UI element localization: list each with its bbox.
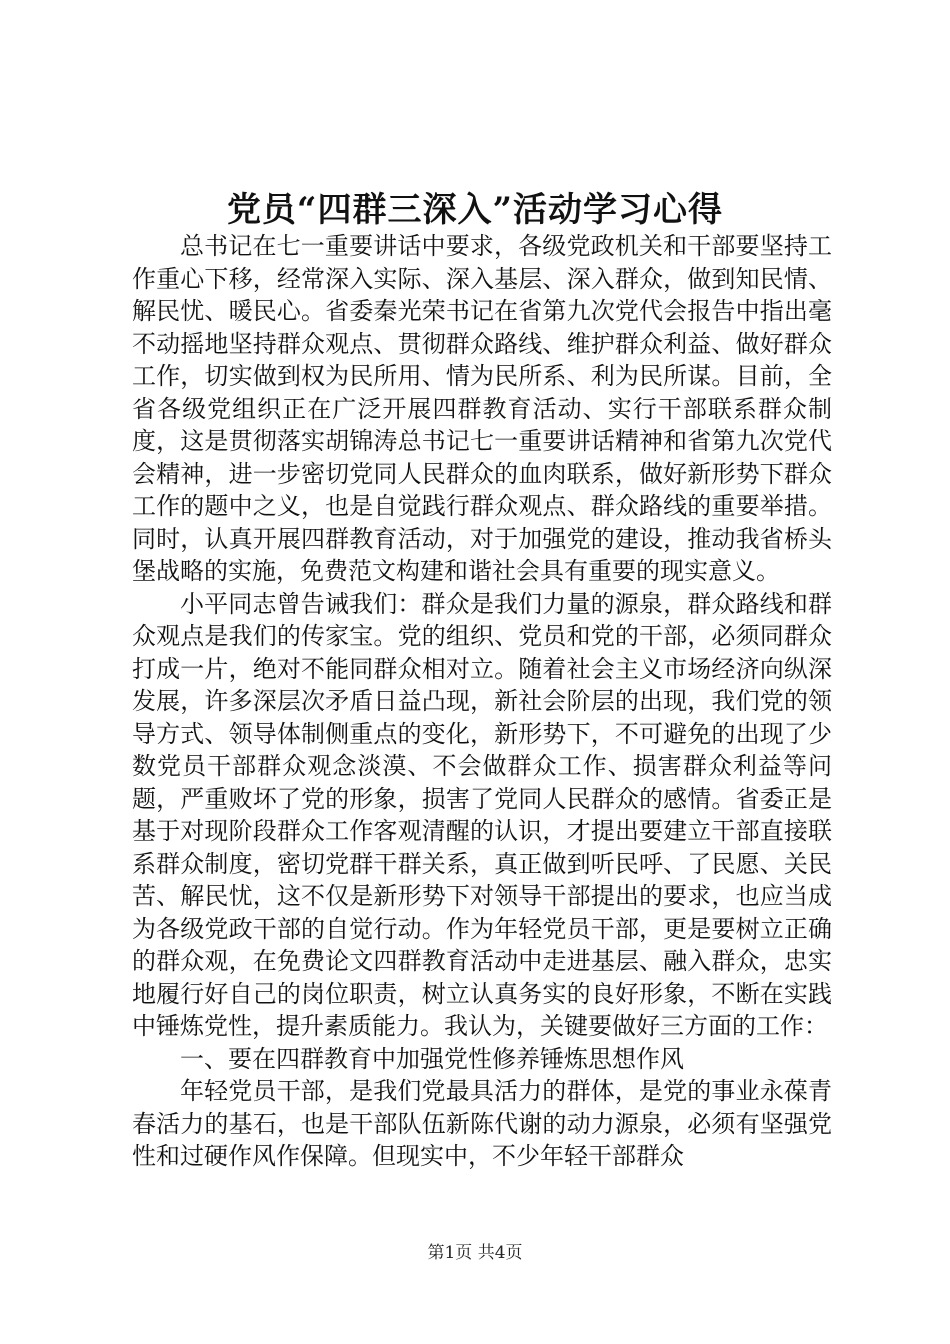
document-title: 党员“四群三深入”活动学习心得 [226, 190, 724, 230]
document-body [132, 230, 832, 1173]
paragraph: 小平同志曾告诫我们：群众是我们力量的源泉，群众路线和群众观点是我们的传家宝。党的组织、党员和党的干部，必须同群众打成一片，绝对不能同群众相对立。随着社会主义市场经济向纵深发展，许多深层次矛盾日益凸现，新社会阶层的出现，我们党的领导方式、领导体制侧重点的变化，新形势下，不可避免的出现了少数党员干部群众观念淡漠、不会做群众工作、损害群众利益等问题，严重败坏了党的形象，损害了党同人民群众的感情。省委正是基于对现阶段群众工作客观清醒的认识，才提出要建立干部直接联系群众制度，密切党群干群关系，真正做到听民呼、了民愿、关民苦、解民忧，这不仅是新形势下对领导干部提出的要求，也应当成为各级党政干部的自觉行动。作为年轻党员干部，更是要树立正确的群众观，在免费论文四群教育活动中走进基层、融入群众，忠实地履行好自己的岗位职责，树立认真务实的良好形象，不断在实践中锤炼党性，提升素质能力。我认为，关键要做好三方面的工作： [132, 589, 832, 1040]
page-footer: 第1页 共4页 [427, 1243, 523, 1263]
paragraph: 总书记在七一重要讲话中要求，各级党政机关和干部要坚持工作重心下移，经常深入实际、深入基层、深入群众，做到知民情、解民忧、暖民心。省委秦光荣书记在省第九次党代会报告中指出毫不动摇地坚持群众观点、贯彻群众路线、维护群众利益、做好群众工作，切实做到权为民所用、情为民所系、利为民所谋。目前，全省各级党组织正在广泛开展四群教育活动、实行干部联系群众制度，这是贯彻落实胡锦涛总书记七一重要讲话精神和省第九次党代会精神，进一步密切党同人民群众的血肉联系，做好新形势下群众工作的题中之义，也是自觉践行群众观点、群众路线的重要举措。同时，认真开展四群教育活动，对于加强党的建设，推动我省桥头堡战略的实施，免费范文构建和谐社会具有重要的现实意义。 [132, 232, 832, 585]
section-heading: 一、要在四群教育中加强党性修养锤炼思想作风 [180, 1044, 684, 1073]
paragraph: 年轻党员干部，是我们党最具活力的群体，是党的事业永葆青春活力的基石，也是干部队伍新陈代谢的动力源泉，必须有坚强党性和过硬作风作保障。但现实中，不少年轻干部群众 [132, 1077, 832, 1170]
